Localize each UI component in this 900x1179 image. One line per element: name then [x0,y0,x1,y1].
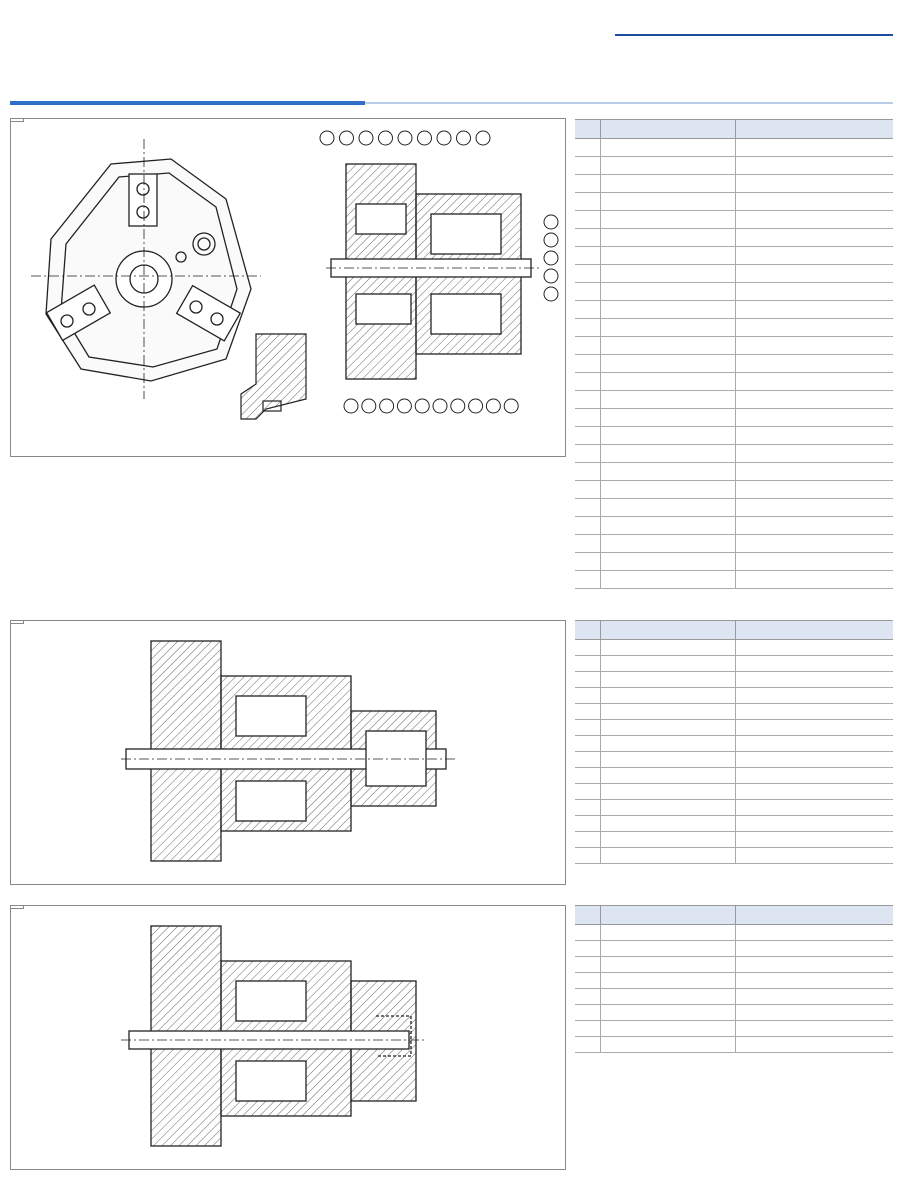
cell-no [575,409,601,427]
col-header-no [575,621,601,640]
table-row [575,656,893,672]
callout-circle [476,131,490,145]
cell-item [601,941,736,957]
cell-no [575,720,601,736]
callout-circle [457,131,471,145]
table-row [575,800,893,816]
cell-material [736,481,894,499]
callout-circle [469,399,483,413]
cell-item [601,848,736,864]
cell-material [736,784,894,800]
table-row [575,1037,893,1053]
parts-table-hfcq32e-63e [575,620,893,864]
cell-no [575,784,601,800]
cell-item [601,832,736,848]
cell-material [736,571,894,589]
table-row [575,941,893,957]
cell-no [575,973,601,989]
cell-material [736,283,894,301]
cell-material [736,427,894,445]
cell-no [575,355,601,373]
cell-no [575,816,601,832]
col-header-material [736,906,894,925]
cell-material [736,768,894,784]
cell-material [736,157,894,175]
cell-material [736,925,894,941]
cell-no [575,319,601,337]
table-row [575,499,893,517]
table-row [575,247,893,265]
panel-label [11,119,24,122]
callout-circle [544,233,558,247]
cell-material [736,704,894,720]
cell-no [575,925,601,941]
cell-material [736,319,894,337]
cell-no [575,139,601,157]
cell-item [601,973,736,989]
cell-material [736,229,894,247]
cell-no [575,283,601,301]
cell-item [601,409,736,427]
cell-item [601,283,736,301]
table-header-row [575,120,893,139]
cell-no [575,391,601,409]
cell-material [736,373,894,391]
table-row [575,957,893,973]
cell-material [736,816,894,832]
cell-material [736,445,894,463]
cell-item [601,989,736,1005]
cross-section-drawing [11,906,565,1169]
table-row [575,481,893,499]
cell-item [601,672,736,688]
table-row [575,704,893,720]
cell-material [736,247,894,265]
callout-circle [433,399,447,413]
cell-item [601,139,736,157]
cell-item [601,1005,736,1021]
cell-item [601,1021,736,1037]
cell-material [736,409,894,427]
cell-material [736,301,894,319]
cell-material [736,499,894,517]
cell-no [575,463,601,481]
cell-material [736,193,894,211]
cell-no [575,553,601,571]
table-row [575,848,893,864]
cell-material [736,720,894,736]
cell-material [736,832,894,848]
cell-material [736,211,894,229]
callout-circle [415,399,429,413]
cell-no [575,229,601,247]
table-row [575,736,893,752]
cell-material [736,1037,894,1053]
callout-circle [544,215,558,229]
table-row [575,720,893,736]
table-row [575,768,893,784]
table-row [575,319,893,337]
cell-no [575,175,601,193]
table-row [575,139,893,157]
cell-no [575,1037,601,1053]
cell-item [601,499,736,517]
callout-circle [437,131,451,145]
cell-item [601,1037,736,1053]
table-row [575,832,893,848]
cell-no [575,800,601,816]
callout-circle [418,131,432,145]
table-row [575,337,893,355]
table-row [575,283,893,301]
panel-label [11,621,24,624]
cell-item [601,640,736,656]
parts-table-hfcq32v-63v [575,905,893,1053]
cell-material [736,175,894,193]
cell-material [736,848,894,864]
cell-material [736,800,894,816]
cell-material [736,355,894,373]
cell-no [575,989,601,1005]
cell-item [601,720,736,736]
cell-item [601,553,736,571]
cell-no [575,832,601,848]
cell-material [736,391,894,409]
cell-item [601,229,736,247]
cell-no [575,768,601,784]
cell-material [736,535,894,553]
cell-item [601,373,736,391]
cell-no [575,499,601,517]
cell-item [601,535,736,553]
cell-item [601,301,736,319]
cell-material [736,463,894,481]
cell-no [575,752,601,768]
callout-circle [362,399,376,413]
col-header-material [736,621,894,640]
cell-item [601,481,736,499]
cross-section-drawing [11,119,565,456]
col-header-no [575,120,601,139]
cross-section-drawing [11,621,565,884]
header-rule [615,34,893,36]
cell-material [736,517,894,535]
cell-material [736,957,894,973]
cell-no [575,571,601,589]
table-row [575,355,893,373]
cell-item [601,175,736,193]
cell-material [736,736,894,752]
cell-item [601,265,736,283]
table-row [575,973,893,989]
cell-material [736,973,894,989]
cell-material [736,553,894,571]
drawing-panel-hfcq32v-63v [10,905,566,1170]
cell-item [601,427,736,445]
table-row [575,157,893,175]
table-row [575,925,893,941]
cell-no [575,517,601,535]
cell-no [575,941,601,957]
drawing-panel-hfcq32-63 [10,118,566,457]
cell-no [575,337,601,355]
table-row [575,816,893,832]
table-row [575,211,893,229]
cell-item [601,319,736,337]
table-row [575,688,893,704]
cell-material [736,265,894,283]
table-row [575,391,893,409]
cell-no [575,427,601,445]
cell-no [575,265,601,283]
cell-item [601,768,736,784]
cell-no [575,640,601,656]
cell-material [736,752,894,768]
cell-no [575,1005,601,1021]
cell-item [601,925,736,941]
cell-item [601,816,736,832]
table-row [575,989,893,1005]
cell-no [575,301,601,319]
callout-circle [544,251,558,265]
table-row [575,640,893,656]
table-row [575,784,893,800]
cell-no [575,656,601,672]
table-row [575,265,893,283]
cell-item [601,211,736,229]
table-row [575,672,893,688]
callout-circle [344,399,358,413]
callout-circle [504,399,518,413]
cell-no [575,736,601,752]
table-header-row [575,621,893,640]
table-row [575,301,893,319]
col-header-no [575,906,601,925]
cell-item [601,391,736,409]
callout-circle [359,131,373,145]
cell-item [601,656,736,672]
cell-no [575,157,601,175]
table-row [575,175,893,193]
section-underline [10,101,365,105]
callout-circle [398,131,412,145]
cell-material [736,337,894,355]
table-header-row [575,906,893,925]
cell-no [575,373,601,391]
cell-item [601,157,736,175]
cell-no [575,535,601,553]
cell-no [575,481,601,499]
cell-material [736,656,894,672]
callout-circle [379,131,393,145]
cell-material [736,1005,894,1021]
table-row [575,553,893,571]
callout-circle [320,131,334,145]
callout-circle [380,399,394,413]
col-header-material [736,120,894,139]
cell-material [736,640,894,656]
table-row [575,409,893,427]
table-row [575,229,893,247]
cell-item [601,445,736,463]
cell-item [601,736,736,752]
table-row [575,535,893,553]
cell-item [601,957,736,973]
cell-item [601,463,736,481]
cell-material [736,672,894,688]
cell-no [575,247,601,265]
cell-no [575,688,601,704]
cell-item [601,784,736,800]
table-row [575,752,893,768]
cell-item [601,337,736,355]
cell-item [601,355,736,373]
cell-material [736,1021,894,1037]
cell-no [575,445,601,463]
cell-no [575,193,601,211]
cell-item [601,752,736,768]
cell-no [575,957,601,973]
section-underline-light [365,102,893,104]
cell-no [575,672,601,688]
col-header-item [601,906,736,925]
parts-table-hfcq32-63 [575,119,893,589]
cell-material [736,941,894,957]
cell-no [575,1021,601,1037]
cell-item [601,517,736,535]
cell-material [736,139,894,157]
drawing-panel-hfcq32e-63e [10,620,566,885]
table-row [575,1021,893,1037]
cell-no [575,211,601,229]
cell-material [736,989,894,1005]
cell-no [575,848,601,864]
table-row [575,463,893,481]
cell-item [601,688,736,704]
table-row [575,1005,893,1021]
table-row [575,373,893,391]
table-row [575,427,893,445]
callout-circle [397,399,411,413]
callout-circle [340,131,354,145]
panel-label [11,906,24,909]
cell-item [601,193,736,211]
cell-item [601,704,736,720]
col-header-item [601,120,736,139]
cell-item [601,247,736,265]
callout-circle [544,287,558,301]
table-row [575,571,893,589]
callout-circle [451,399,465,413]
col-header-item [601,621,736,640]
cell-material [736,688,894,704]
cell-item [601,800,736,816]
table-row [575,193,893,211]
table-row [575,517,893,535]
callout-circle [486,399,500,413]
table-row [575,445,893,463]
cell-no [575,704,601,720]
cell-item [601,571,736,589]
callout-circle [544,269,558,283]
